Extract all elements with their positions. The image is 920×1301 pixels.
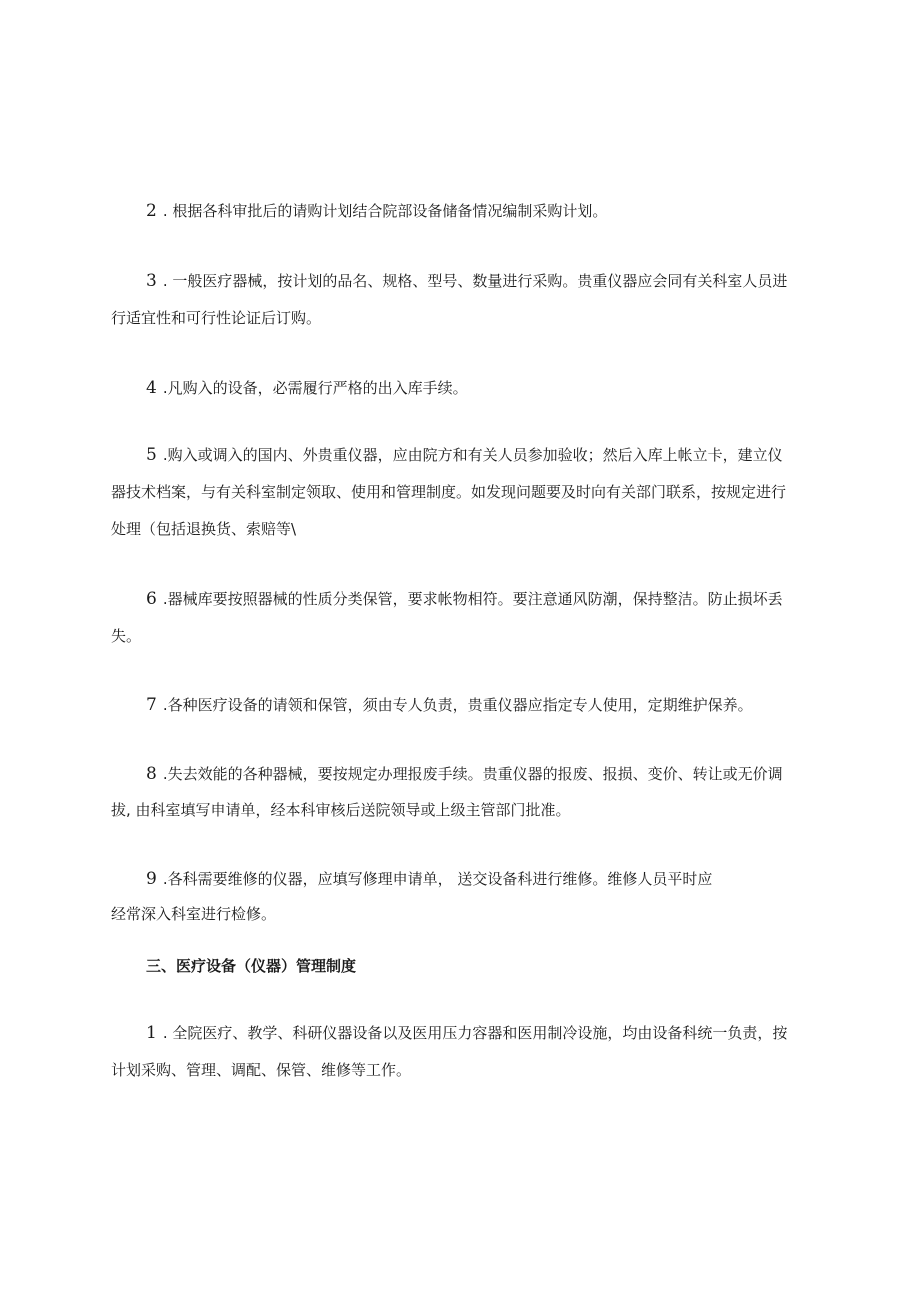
- item-7-line-1: [0, 694, 920, 716]
- item-3-line-1: [0, 270, 920, 292]
- item-5-text-1: .购入或调入的国内、外贵重仪器，应由院方和有关人员参加验收；然后入库上帐立卡，建立仪: [162, 446, 783, 464]
- item-9-number: 9: [146, 869, 157, 889]
- item-8-text-1: .失去效能的各种器械，要按规定办理报废手续。贵重仪器的报废、报损、变价、转让或无价调: [162, 765, 783, 783]
- item-4-number: 4: [146, 378, 157, 398]
- item-4-text: .凡购入的设备，必需履行严格的出入库手续。: [162, 379, 468, 397]
- item-3-text-1: . 一般医疗器械，按计划的品名、规格、型号、数量进行采购。贵重仪器应会同有关科室人员进: [162, 272, 788, 290]
- item-8-number: 8: [146, 764, 157, 784]
- item-5-number: 5: [146, 445, 157, 465]
- item-6-line-1: [0, 588, 920, 610]
- item-5-line-3: 处理（包括退换货、索赔等\: [111, 520, 297, 538]
- item-7-number: 7: [146, 695, 157, 715]
- item-7-text: .各种医疗设备的请领和保管，须由专人负责，贵重仪器应指定专人使用，定期维护保养。: [162, 696, 753, 714]
- item-8-line-1: [0, 763, 920, 785]
- item-9-text-1: .各科需要维修的仪器，应填写修理申请单， 送交设备科进行维修。维修人员平时应: [162, 870, 713, 888]
- item-3-line-2: 行适宜性和可行性论证后订购。: [111, 309, 322, 327]
- item-2-text: . 根据各科审批后的请购计划结合院部设备储备情况编制采购计划。: [162, 202, 608, 220]
- item-9-line-2: 经常深入科室进行检修。: [111, 905, 277, 923]
- item-2-number: 2: [146, 201, 157, 221]
- item-4-line-1: [0, 377, 920, 399]
- item-3-number: 3: [146, 271, 157, 291]
- item-5-line-1: [0, 444, 920, 466]
- section-heading: 三、医疗设备（仪器）管理制度: [146, 957, 357, 975]
- item-5-line-2: 器技术档案，与有关科室制定领取、使用和管理制度。如发现问题要及时向有关部门联系，按规定进行: [111, 483, 787, 501]
- section-item-1-line-1: [0, 1022, 920, 1044]
- section-item-1-line-2: 计划采购、管理、调配、保管、维修等工作。: [111, 1061, 412, 1079]
- section-item-1-number: 1: [146, 1023, 157, 1043]
- item-9-line-1: [0, 868, 920, 890]
- item-6-line-2: 失。: [111, 627, 142, 645]
- section-item-1-text-1: . 全院医疗、教学、科研仪器设备以及医用压力容器和医用制冷设施，均由设备科统一负责，按: [162, 1024, 788, 1042]
- item-2-line-1: [0, 200, 920, 222]
- item-8-line-2: 拔, 由科室填写申请单，经本科审核后送院领导或上级主管部门批准。: [111, 801, 571, 819]
- item-6-text-1: .器械库要按照器械的性质分类保管，要求帐物相符。要注意通风防潮，保持整洁。防止损坏丢: [162, 590, 783, 608]
- item-6-number: 6: [146, 589, 157, 609]
